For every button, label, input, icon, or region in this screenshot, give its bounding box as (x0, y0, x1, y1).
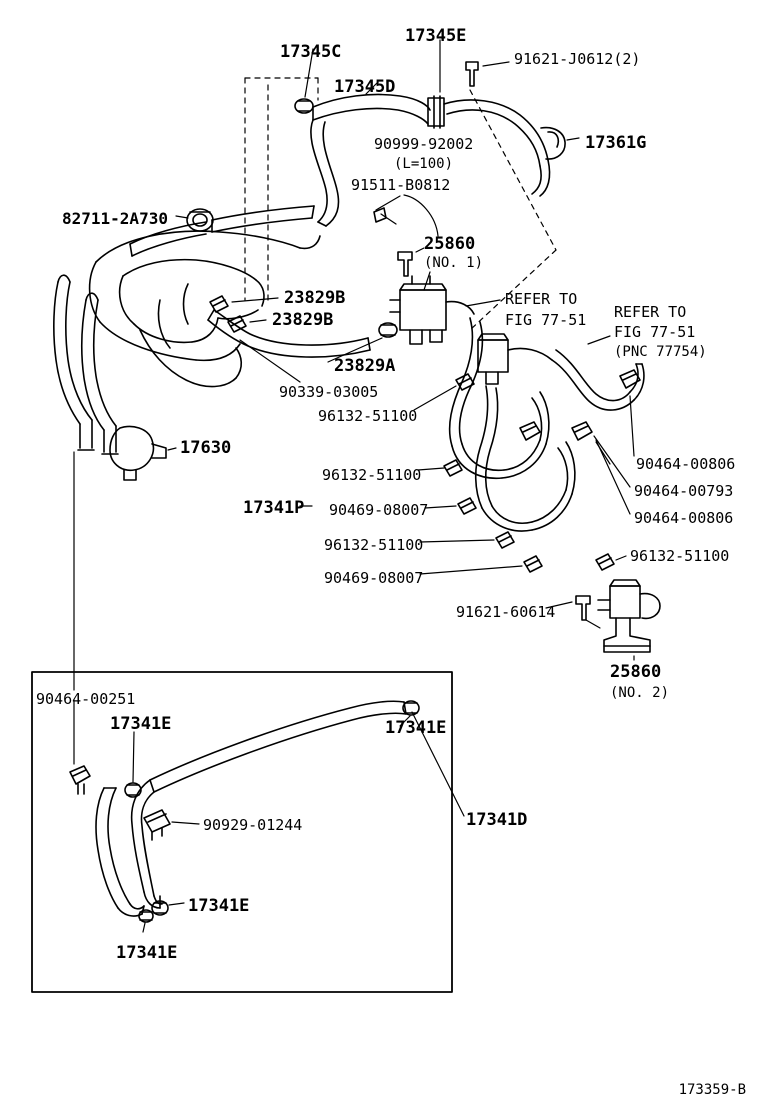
part-label-l-refer-1: REFER TO (505, 290, 578, 308)
part-label-l-90464-00806-b: 90464-00806 (634, 509, 734, 527)
part-label-l-23829b-1: 23829B (284, 288, 346, 308)
part-label-l-96132-a: 96132-51100 (318, 407, 418, 425)
part-label-l-91511: 91511-B0812 (351, 176, 451, 194)
part-label-l-82711: 82711-2A730 (62, 209, 168, 228)
part-label-l-25860-1-no: (NO. 1) (424, 255, 484, 271)
part-label-l-25860-2-no: (NO. 2) (610, 685, 670, 701)
part-label-l-17345e-top: 17345E (405, 26, 467, 46)
part-label-l-90469-08007-a: 90469-08007 (329, 501, 429, 519)
part-label-l-91621-60614: 91621-60614 (456, 603, 556, 621)
part-label-l-17341e-1: 17341E (110, 714, 172, 734)
part-label-l-25860-2: 25860 (610, 662, 662, 682)
part-label-l-91621-j0612: 91621-J0612(2) (514, 50, 641, 68)
part-label-l-17341p: 17341P (243, 498, 305, 518)
part-label-l-fig-1: FIG 77-51 (505, 311, 587, 329)
part-label-l-90469-08007-b: 90469-08007 (324, 569, 424, 587)
part-label-l-17345c: 17345C (280, 42, 342, 62)
figure-code: 173359-B (678, 1082, 746, 1098)
part-label-l-17341e-3: 17341E (188, 896, 250, 916)
part-label-l-96132-d: 96132-51100 (630, 547, 730, 565)
part-label-l-90339: 90339-03005 (279, 383, 379, 401)
part-label-l-96132-b: 96132-51100 (322, 466, 422, 484)
part-label-l-90929: 90929-01244 (203, 816, 303, 834)
part-label-l-17341e-4: 17341E (116, 943, 178, 963)
part-label-l-23829a: 23829A (334, 356, 396, 376)
part-label-l-17345d: 17345D (334, 77, 396, 97)
part-label-l-17341d: 17341D (466, 810, 528, 830)
part-label-l-17361g: 17361G (585, 133, 647, 153)
part-label-l-pnc: (PNC 77754) (614, 344, 707, 360)
part-label-l-23829b-2: 23829B (272, 310, 334, 330)
part-label-l-17341e-2: 17341E (385, 718, 447, 738)
part-label-l-90999: 90999-92002 (374, 135, 474, 153)
part-label-l-90464-00251: 90464-00251 (36, 690, 136, 708)
part-label-l-17630: 17630 (180, 438, 232, 458)
part-label-l-90999-len: (L=100) (394, 156, 454, 172)
part-label-l-25860-1: 25860 (424, 234, 476, 254)
part-label-l-90464-00793: 90464-00793 (634, 482, 734, 500)
part-label-l-90464-00806-a: 90464-00806 (636, 455, 736, 473)
part-label-l-refer-2: REFER TO (614, 303, 687, 321)
part-label-l-96132-c: 96132-51100 (324, 536, 424, 554)
part-label-l-fig-2: FIG 77-51 (614, 323, 696, 341)
